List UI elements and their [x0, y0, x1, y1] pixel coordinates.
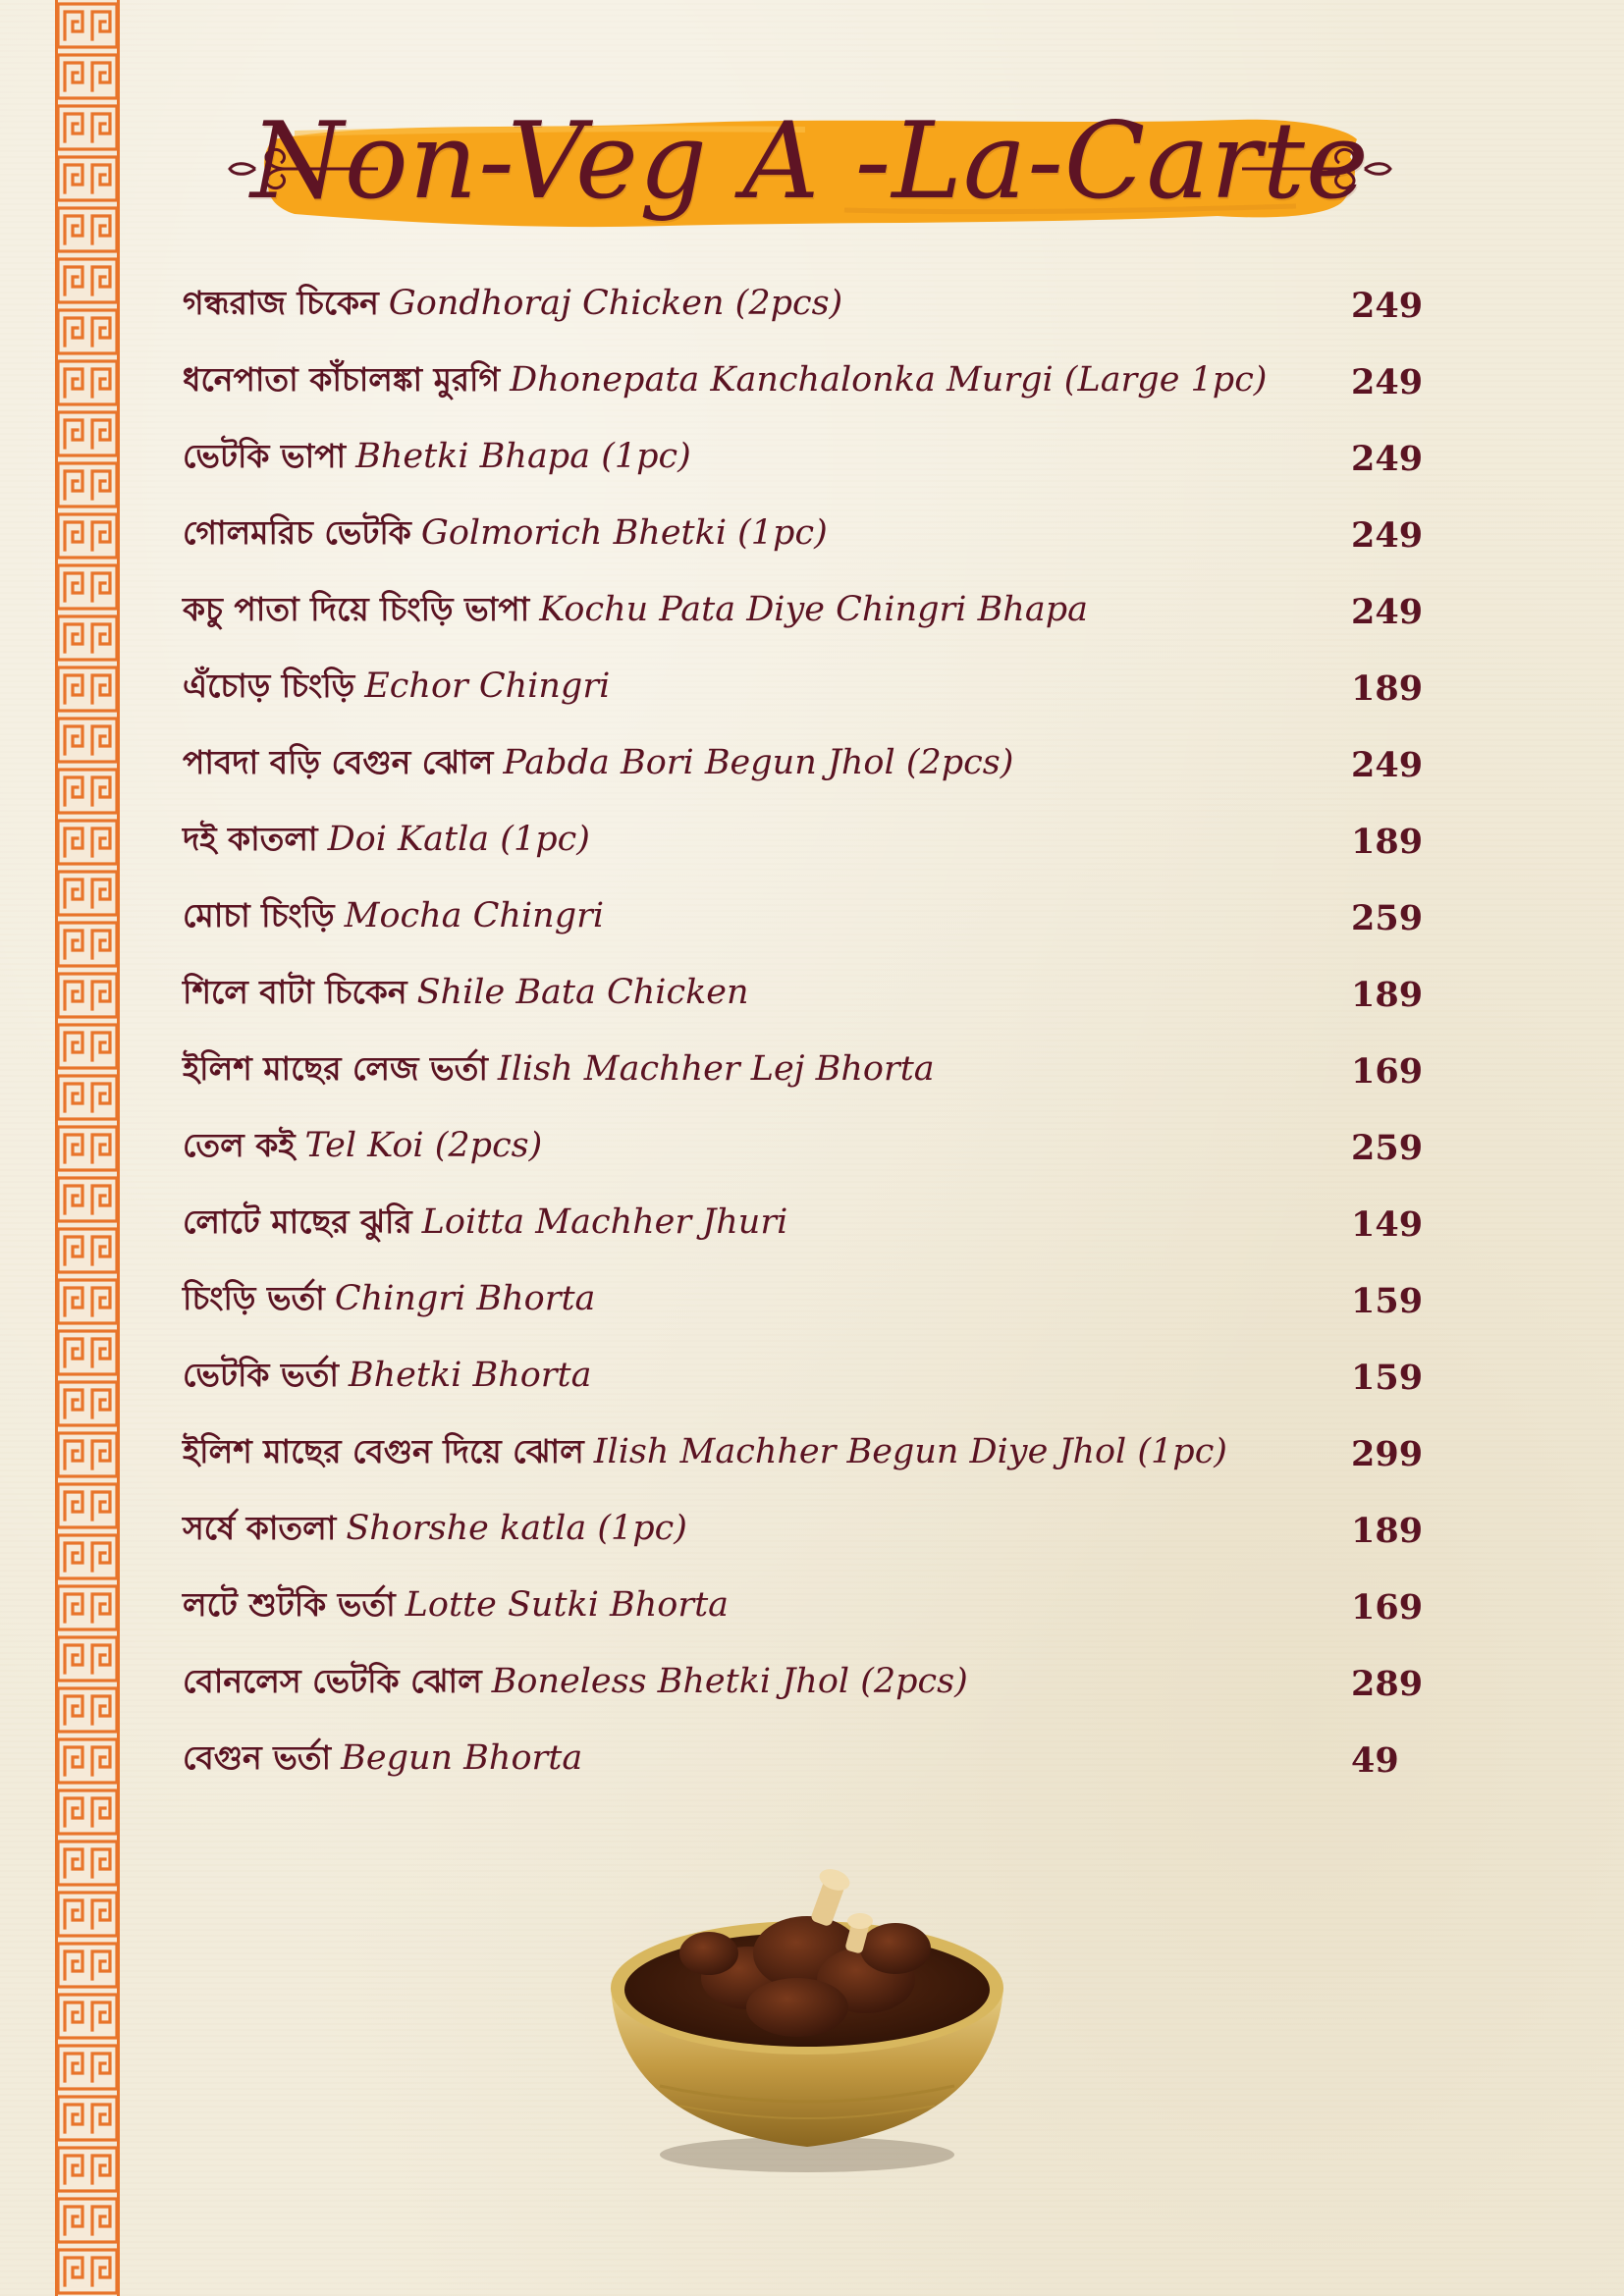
menu-item — [183, 1415, 1430, 1492]
item-price: 149 — [1351, 1203, 1424, 1245]
item-price: 189 — [1351, 667, 1424, 709]
item-name — [183, 354, 1267, 409]
item-price: 189 — [1351, 974, 1424, 1015]
item-name-english: Gondhoraj Chicken (2pcs) — [388, 284, 843, 323]
menu-item — [183, 880, 1430, 956]
item-name-english: Begun Bhorta — [341, 1738, 583, 1778]
item-name-english: Pabda Bori Begun Jhol (2pcs) — [503, 743, 1014, 782]
menu-item — [183, 1569, 1430, 1645]
item-name-english: Tel Koi (2pcs) — [304, 1126, 543, 1165]
item-price: 49 — [1351, 1739, 1399, 1781]
item-name-bengali: বোনলেস ভেটকি ঝোল — [183, 1662, 482, 1700]
item-name — [183, 1120, 542, 1175]
title-banner — [216, 80, 1404, 257]
item-price: 159 — [1351, 1280, 1424, 1321]
item-name — [183, 814, 590, 869]
item-price: 169 — [1351, 1050, 1424, 1092]
item-price: 169 — [1351, 1586, 1424, 1628]
item-name-bengali: কচু পাতা দিয়ে চিংড়ি ভাপা — [183, 590, 530, 628]
item-name — [183, 584, 1088, 639]
item-price: 249 — [1351, 514, 1424, 556]
item-name-english: Bhetki Bhapa (1pc) — [355, 437, 691, 476]
item-price: 249 — [1351, 361, 1424, 402]
menu-item — [183, 1722, 1430, 1798]
item-price: 289 — [1351, 1663, 1424, 1704]
item-name-bengali: শিলে বাটা চিকেন — [183, 973, 407, 1011]
item-price: 189 — [1351, 821, 1424, 862]
menu-item — [183, 1109, 1430, 1186]
item-name — [183, 1733, 582, 1788]
item-name — [183, 890, 604, 945]
menu-item — [183, 1033, 1430, 1109]
item-name-english: Echor Chingri — [364, 667, 611, 706]
menu-item — [183, 420, 1430, 497]
item-name — [183, 1579, 729, 1634]
item-name-english: Boneless Bhetki Jhol (2pcs) — [491, 1662, 968, 1701]
item-name-english: Ilish Machher Begun Diye Jhol (1pc) — [593, 1432, 1227, 1471]
item-name-bengali: তেল কই — [183, 1126, 296, 1164]
item-name-bengali: বেগুন ভর্তা — [183, 1738, 332, 1777]
menu-item — [183, 726, 1430, 803]
item-name — [183, 737, 1013, 792]
item-name — [183, 1043, 935, 1098]
menu-item — [183, 267, 1430, 344]
item-name-bengali: গন্ধরাজ চিকেন — [183, 284, 379, 322]
menu-item — [183, 1645, 1430, 1722]
menu-item — [183, 1492, 1430, 1569]
item-price: 249 — [1351, 438, 1424, 479]
item-name — [183, 278, 842, 333]
item-name-english: Lotte Sutki Bhorta — [405, 1585, 730, 1625]
menu-item — [183, 344, 1430, 420]
item-name-english: Doi Katla (1pc) — [327, 820, 590, 859]
menu-item — [183, 573, 1430, 650]
item-name-english: Shile Bata Chicken — [416, 973, 749, 1012]
item-name-bengali: লটে শুটকি ভর্তা — [183, 1585, 396, 1624]
curry-bowl-icon — [601, 1860, 1013, 2184]
item-name-english: Chingri Bhorta — [334, 1279, 596, 1318]
menu-item — [183, 650, 1430, 726]
item-name-bengali: এঁচোড় চিংড়ি — [183, 667, 355, 705]
item-name — [183, 1503, 687, 1558]
item-price: 189 — [1351, 1510, 1424, 1551]
item-name-bengali: গোলমরিচ ভেটকি — [183, 513, 411, 552]
item-name-bengali: পাবদা বড়ি বেগুন ঝোল — [183, 743, 494, 781]
item-name-bengali: মোচা চিংড়ি — [183, 896, 335, 934]
item-name — [183, 507, 828, 562]
item-name — [183, 967, 749, 1022]
item-name-english: Ilish Machher Lej Bhorta — [497, 1049, 935, 1089]
item-price: 249 — [1351, 744, 1424, 785]
item-name-bengali: চিংড়ি ভর্তা — [183, 1279, 325, 1317]
item-name-english: Dhonepata Kanchalonka Murgi (Large 1pc) — [510, 360, 1268, 400]
menu-item — [183, 1339, 1430, 1415]
item-name-english: Kochu Pata Diye Chingri Bhapa — [539, 590, 1088, 629]
item-name-english: Bhetki Bhorta — [348, 1356, 592, 1395]
item-name-bengali: লোটে মাছের ঝুরি — [183, 1202, 412, 1241]
item-name — [183, 431, 691, 486]
item-name-english: Mocha Chingri — [344, 896, 605, 935]
item-name — [183, 1350, 591, 1405]
page-title: Non-Veg A -La-Carte — [250, 100, 1370, 223]
item-price: 259 — [1351, 1127, 1424, 1168]
item-price: 299 — [1351, 1433, 1424, 1474]
item-price: 249 — [1351, 591, 1424, 632]
item-name-english: Shorshe katla (1pc) — [346, 1509, 687, 1548]
greek-key-border — [55, 0, 120, 2296]
menu-item — [183, 1262, 1430, 1339]
right-flourish-icon — [1237, 139, 1404, 198]
item-name — [183, 1273, 595, 1328]
item-name-bengali: ধনেপাতা কাঁচালঙ্কা মুরগি — [183, 360, 501, 399]
item-name — [183, 1197, 787, 1252]
item-price: 159 — [1351, 1357, 1424, 1398]
item-price: 249 — [1351, 285, 1424, 326]
item-name-english: Loitta Machher Jhuri — [421, 1202, 788, 1242]
menu-item — [183, 803, 1430, 880]
menu-list — [183, 267, 1430, 1798]
item-name-bengali: দই কাতলা — [183, 820, 318, 858]
item-name — [183, 661, 610, 716]
menu-item — [183, 956, 1430, 1033]
item-name-bengali: ইলিশ মাছের লেজ ভর্তা — [183, 1049, 488, 1088]
item-name-english: Golmorich Bhetki (1pc) — [420, 513, 828, 553]
item-name — [183, 1426, 1227, 1481]
item-name — [183, 1656, 968, 1711]
item-name-bengali: সর্ষে কাতলা — [183, 1509, 337, 1547]
item-price: 259 — [1351, 897, 1424, 938]
menu-item — [183, 1186, 1430, 1262]
item-name-bengali: ভেটকি ভাপা — [183, 437, 347, 475]
item-name-bengali: ভেটকি ভর্তা — [183, 1356, 339, 1394]
menu-item — [183, 497, 1430, 573]
item-name-bengali: ইলিশ মাছের বেগুন দিয়ে ঝোল — [183, 1432, 584, 1470]
